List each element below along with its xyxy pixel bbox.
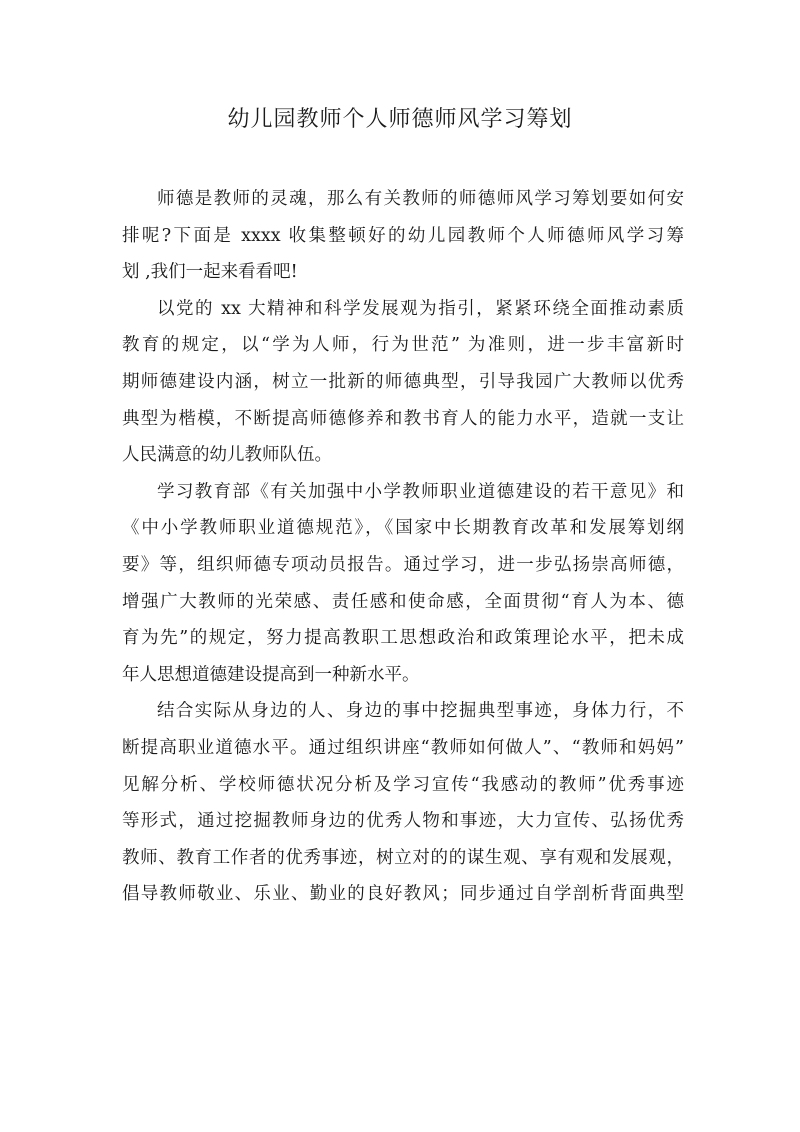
body-line: 以党的 xx 大精神和科学发展观为指引，紧紧环绕全面推动素质 xyxy=(157,298,684,319)
body-line: 倡导教师敬业、乐业、勤业的良好教风；同步通过自学剖析背面典型 xyxy=(122,884,684,905)
body-line: 划 ,我们一起来看看吧! xyxy=(122,262,298,283)
body-line: 结合实际从身边的人、身边的事中挖掘典型事迹，身体力行，不 xyxy=(157,701,684,722)
body-line: 期师德建设内涵，树立一批新的师德典型，引导我园广大教师以优秀 xyxy=(122,371,684,392)
body-line: 见解分析、学校师德状况分析及学习宣传“我感动的教师”优秀事迹 xyxy=(122,774,684,795)
body-line: 教师、教育工作者的优秀事迹，树立对的的谋生观、享有观和发展观， xyxy=(122,847,684,868)
document-body xyxy=(122,181,684,913)
body-line: 师德是教师的灵魂，那么有关教师的师德师风学习筹划要如何安 xyxy=(157,189,684,209)
body-line: 排呢?下面是 xxxx 收集整顿好的幼儿园教师个人师德师风学习筹 xyxy=(122,225,684,246)
body-line: 育为先”的规定，努力提高教职工思想政治和政策理论水平，把未成 xyxy=(122,628,684,649)
body-line: 增强广大教师的光荣感、责任感和使命感，全面贯彻“育人为本、德 xyxy=(122,591,684,612)
body-line: 《中小学教师职业道德规范》，《国家中长期教育改革和发展筹划纲 xyxy=(122,518,684,539)
body-line: 断提高职业道德水平。通过组织讲座“教师如何做人”、“教师和妈妈” xyxy=(122,737,684,758)
document-title: 幼儿园教师个人师德师风学习筹划 xyxy=(227,107,573,132)
body-line: 要》等，组织师德专项动员报告。通过学习，进一步弘扬崇高师德， xyxy=(122,554,684,575)
body-line: 等形式，通过挖掘教师身边的优秀人物和事迹，大力宣传、弘扬优秀 xyxy=(122,811,684,832)
body-line: 教育的规定，以“学为人师，行为世范” 为准则，进一步丰富新时 xyxy=(122,335,684,356)
body-line: 典型为楷模，不断提高师德修养和教书育人的能力水平，造就一支让 xyxy=(122,408,684,429)
body-line: 年人思想道德建设提高到一种新水平。 xyxy=(122,664,420,685)
body-line: 学习教育部《有关加强中小学教师职业道德建设的若干意见》和 xyxy=(157,481,684,502)
body-line: 人民满意的幼儿教师队伍。 xyxy=(122,445,332,466)
